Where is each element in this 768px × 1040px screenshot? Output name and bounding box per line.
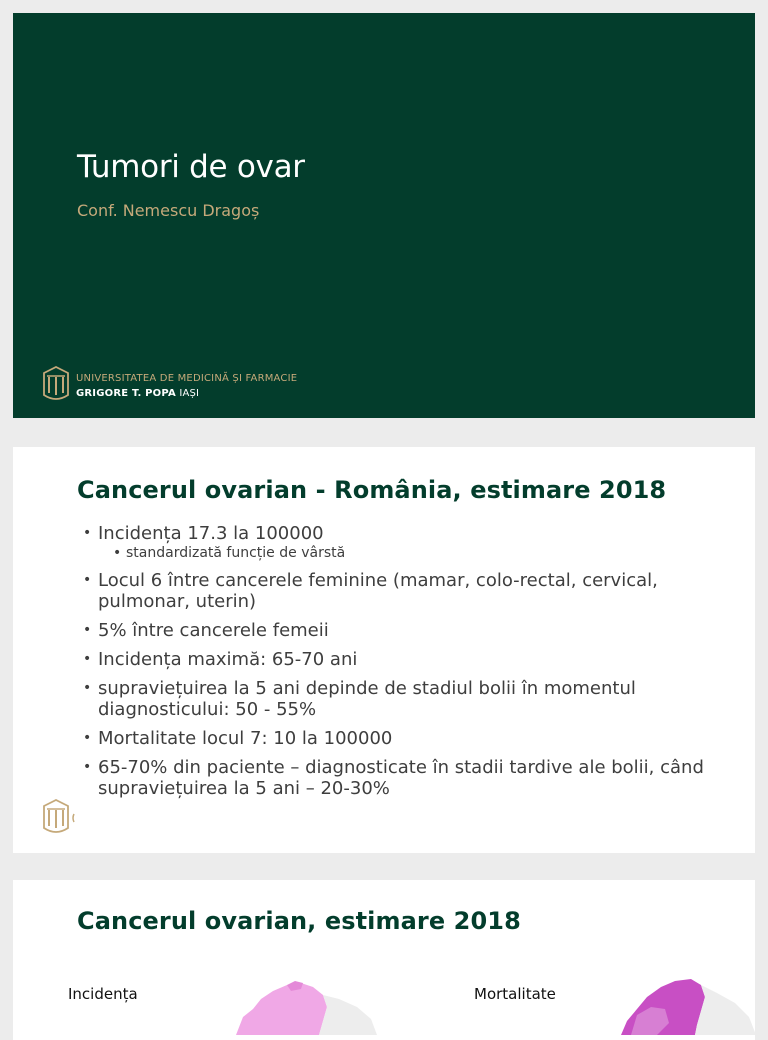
bullet-item: • Mortalitate locul 7: 10 la 100000 bbox=[83, 728, 733, 749]
mortality-label: Mortalitate bbox=[474, 985, 556, 1003]
bullet-list bbox=[83, 523, 733, 807]
incidence-map bbox=[231, 975, 381, 1035]
university-crest-icon bbox=[41, 365, 71, 405]
slide-subtitle: Conf. Nemescu Dragoș bbox=[77, 201, 260, 220]
bullet-item: • 65-70% din paciente – diagnosticate în stadii tardive ale bolii, când supraviețuirea la 5 ani – 20-30% bbox=[83, 757, 733, 799]
slide-heading: Cancerul ovarian - România, estimare 2018 bbox=[77, 476, 667, 504]
incidence-label: Incidența bbox=[68, 985, 138, 1003]
map-slide bbox=[13, 880, 755, 1040]
bullet-item: • Locul 6 între cancerele feminine (mamar, colo-rectal, cervical, pulmonar, uterin) bbox=[83, 570, 733, 612]
sub-bullet-list bbox=[98, 545, 733, 562]
university-city: IAȘI bbox=[179, 388, 200, 399]
university-name-bold: GRIGORE T. POPA bbox=[76, 388, 176, 399]
content-slide bbox=[13, 447, 755, 853]
slide-title: Tumori de ovar bbox=[77, 149, 305, 185]
bullet-item: • supraviețuirea la 5 ani depinde de stadiul bolii în momentul diagnosticului: 50 - 55% bbox=[83, 678, 733, 720]
bullet-item: • 5% între cancerele femeii bbox=[83, 620, 733, 641]
bullet-item bbox=[83, 523, 733, 562]
title-slide bbox=[13, 13, 755, 418]
slide-heading: Cancerul ovarian, estimare 2018 bbox=[77, 907, 521, 935]
mortality-map bbox=[611, 975, 755, 1035]
university-crest-icon bbox=[41, 798, 77, 838]
university-name-line2 bbox=[76, 388, 199, 399]
bullet-text: Incidența 17.3 la 100000 bbox=[98, 523, 324, 544]
university-name-line1: UNIVERSITATEA DE MEDICINĂ ȘI FARMACIE bbox=[76, 373, 298, 384]
bullet-item: • Incidența maximă: 65-70 ani bbox=[83, 649, 733, 670]
sub-bullet-item: • standardizată funcție de vârstă bbox=[113, 545, 733, 562]
